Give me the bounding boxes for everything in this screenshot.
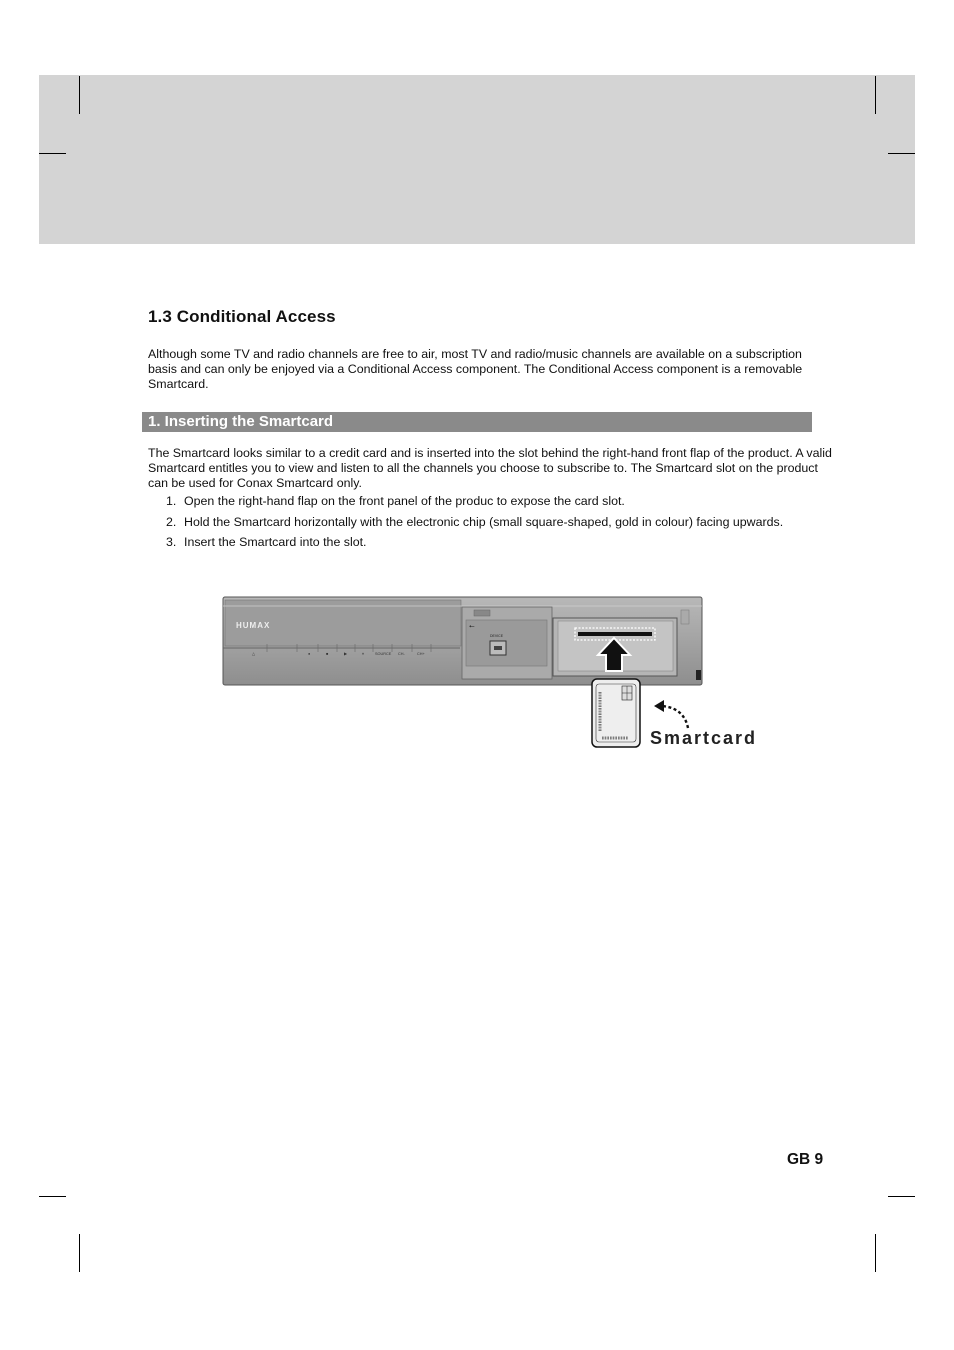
smartcard-label: Smartcard [650,728,758,748]
crop-mark [875,1234,876,1272]
ch-up-button-label: CH+ [417,652,425,656]
subsection-title: 1. Inserting the Smartcard [142,412,812,432]
usb-icon: ⭠ [469,622,475,630]
svg-text:⏸: ⏸ [362,652,364,656]
list-item [166,515,846,536]
source-button-label: SOURCE [375,652,392,656]
svg-text:△: △ [252,652,255,656]
ch-down-button-label: CH- [398,652,405,656]
list-item [166,494,846,515]
pointer-arrow-icon [662,706,688,728]
crop-mark [39,153,66,154]
section-title: 1.3 Conditional Access [148,307,336,326]
page-number: GB 9 [787,1151,824,1168]
step-number: 3. [166,535,177,549]
crop-mark [79,1234,80,1272]
steps-list [166,494,846,556]
svg-text:●: ● [308,652,311,656]
intro-paragraph: Although some TV and radio channels are free to air, most TV and radio/music channels are available on a subscription basis and can only be enjoyed via a Conditional Access component. The Conditional Access component is a removable Smartcard. [148,347,803,391]
crop-mark [875,76,876,114]
crop-mark [79,76,80,114]
step-text: Hold the Smartcard horizontally with the electronic chip (small square-shaped, gold in colour) facing upwards. [184,514,784,529]
list-item [166,535,846,556]
usb-device-label: DEVICE [490,634,504,638]
crop-mark [888,153,915,154]
svg-text:■: ■ [326,652,329,656]
subsection-paragraph: The Smartcard looks similar to a credit card and is inserted into the slot behind the right-hand front flap of the product. A valid Smartcard entitles you to view and listen to all the channels you choose to subscribe to. The Smartcard slot on the product can be used for Conax Smartcard only. [148,446,832,490]
brand-logo: HUMAX [236,621,271,630]
step-text: Open the right-hand flap on the front panel of the produc to expose the card slot. [184,494,625,508]
crop-mark [888,1196,915,1197]
step-number: 1. [166,494,177,508]
step-number: 2. [166,514,177,529]
step-text: Insert the Smartcard into the slot. [184,535,367,549]
crop-mark [39,1196,66,1197]
svg-text:▶: ▶ [344,652,347,656]
header-band [39,75,915,244]
